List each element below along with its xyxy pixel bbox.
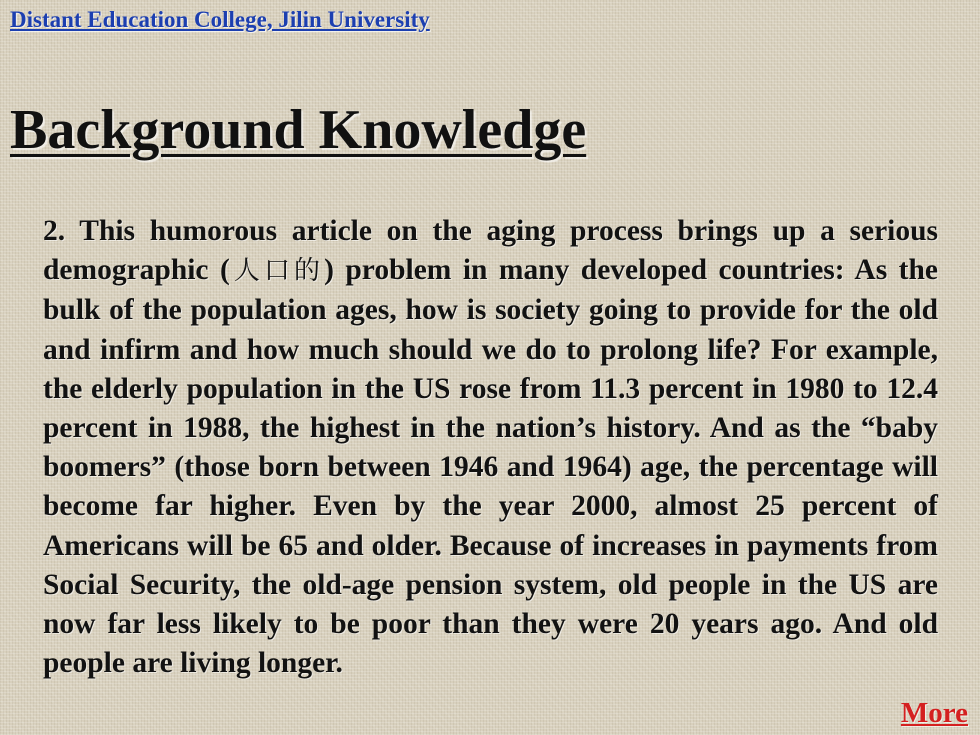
paragraph-text-part-1: 2. This humorous article on the aging process brings up a serious demographic ( <box>43 215 938 287</box>
body-paragraph <box>43 212 938 683</box>
paragraph-text-part-2: ) problem in many developed countries: As the bulk of the population ages, how is society going to provide for the old and infirm and how much should we do to prolong life? For example, the elderly population in the US rose from 11.3 percent in 1980 to 12.4 percent in 1988, the highest in the nation’s history. And as the “baby boomers” (those born between 1946 and 1964) age, the percentage will become far higher. Even by the year 2000, almost 25 percent of Americans will be 65 and older. Because of increases in payments from Social Security, the old-age pension system, old people in the US are now far less likely to be poor than they were 20 years ago. And old people are living longer. <box>43 254 938 680</box>
more-link[interactable]: More <box>900 697 968 729</box>
chinese-gloss: 人口的 <box>229 256 325 287</box>
college-header-link[interactable]: Distant Education College, Jilin University <box>10 7 430 32</box>
page-title: Background Knowledge <box>10 99 587 161</box>
